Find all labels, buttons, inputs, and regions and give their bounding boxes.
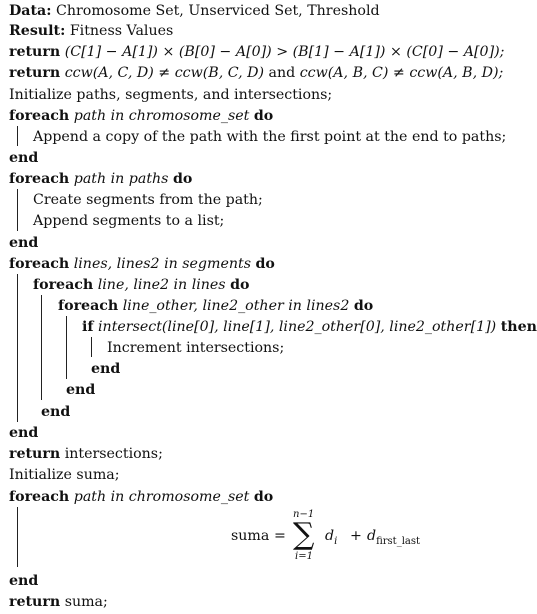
init-suma-line [9, 464, 120, 486]
do-keyword: do [353, 298, 374, 314]
end-keyword: end [9, 150, 39, 166]
foreach-keyword: foreach [58, 298, 119, 314]
then-keyword: then [500, 319, 537, 335]
sum-symbol: ∑ [293, 517, 315, 552]
do-keyword: do [253, 108, 274, 124]
foreach-lines-line [33, 274, 250, 296]
block-rule [17, 274, 18, 422]
block-rule [17, 126, 18, 146]
end-line [9, 422, 38, 444]
return-keyword: return [9, 446, 61, 462]
loop-variable: path in paths [73, 171, 169, 187]
return-intersections-line [9, 443, 163, 465]
result-value: Fitness Values [69, 23, 174, 39]
formula-equals: = [274, 528, 286, 544]
do-keyword: do [255, 256, 275, 272]
return-intersections-text: intersections; [64, 446, 163, 462]
return-keyword: return [9, 44, 61, 60]
end-keyword: end [41, 404, 71, 420]
foreach-keyword: foreach [9, 489, 70, 505]
end-line [9, 147, 38, 169]
data-value: Chromosome Set, Unserviced Set, Threshold [56, 3, 380, 19]
loop-variable: lines, lines2 in segments [73, 256, 251, 272]
block-rule [41, 295, 42, 400]
return-intersect-line [9, 62, 503, 84]
end-keyword: end [9, 425, 39, 441]
block-rule [66, 316, 67, 379]
if-condition: intersect(line[0], line[1], line2_other[0], line2_other[1]) [98, 319, 497, 335]
end-line [91, 358, 120, 380]
loop-variable: line, line2 in lines [97, 277, 226, 293]
block-rule [91, 337, 92, 357]
formula-term-dfirstlast: $d_{first\_last}$ [367, 528, 421, 547]
foreach-segments-line [9, 253, 275, 275]
data-line [9, 0, 380, 22]
loop2-body-line-1 [33, 189, 263, 211]
return-keyword: return [9, 594, 61, 610]
result-label: Result: [9, 23, 66, 39]
loop2-body-text-1: Create segments from the path; [33, 192, 263, 208]
formula-term-d-sub: i [334, 535, 338, 547]
loop-variable: line_other, line2_other in lines2 [122, 298, 350, 314]
do-keyword: do [172, 171, 193, 187]
loop-variable: path in chromosome_set [73, 489, 250, 505]
end-line [9, 232, 38, 254]
suma-formula [231, 509, 471, 565]
return-keyword: return [9, 65, 61, 81]
sum-lower-limit: i=1 [295, 551, 313, 562]
end-keyword: end [66, 382, 96, 398]
block-rule [17, 507, 18, 567]
end-line [66, 379, 95, 401]
foreach-keyword: foreach [9, 171, 70, 187]
end-keyword: end [9, 235, 39, 251]
do-keyword: do [253, 489, 274, 505]
loop2-body-line-2 [33, 210, 224, 232]
data-label: Data: [9, 3, 52, 19]
loop-variable: path in chromosome_set [73, 108, 250, 124]
return-suma-line [9, 591, 108, 613]
foreach-lines2-line [58, 295, 373, 317]
loop1-body-line [33, 126, 506, 148]
if-body-line [107, 337, 284, 359]
init-paths-line [9, 84, 332, 106]
foreach-keyword: foreach [9, 108, 70, 124]
if-line [82, 316, 537, 338]
return-ccw-line [9, 41, 504, 63]
return-suma-text: suma; [64, 594, 108, 610]
do-keyword: do [230, 277, 250, 293]
end-keyword: end [9, 573, 39, 589]
if-keyword: if [82, 319, 94, 335]
block-rule [17, 189, 18, 231]
foreach-suma-line [9, 486, 273, 508]
end-line [41, 401, 70, 423]
foreach-keyword: foreach [33, 277, 94, 293]
foreach-paths-line [9, 168, 192, 190]
loop2-body-text-2: Append segments to a list; [33, 213, 225, 229]
init-paths-text: Initialize paths, segments, and intersections; [9, 87, 333, 103]
intersect-expression-left: ccw(A, C, D) ≠ ccw(B, C, D) [64, 65, 265, 81]
foreach-chromosome-line [9, 105, 273, 127]
and-keyword: and [268, 65, 296, 81]
result-line [9, 20, 173, 42]
foreach-keyword: foreach [9, 256, 70, 272]
ccw-expression: (C[1] − A[1]) × (B[0] − A[0]) > (B[1] − A[1]) × (C[0] − A[0]); [64, 44, 505, 60]
formula-plus: + [350, 528, 362, 544]
sum-upper-limit: n−1 [293, 509, 315, 520]
formula-lhs: suma [231, 528, 270, 544]
loop1-body-text: Append a copy of the path with the first point at the end to paths; [33, 129, 507, 145]
init-suma-text: Initialize suma; [9, 467, 120, 483]
intersect-expression-right: ccw(A, B, C) ≠ ccw(A, B, D); [299, 65, 504, 81]
formula-term-dfirstlast-sub: first_last [376, 535, 421, 547]
end-line [9, 570, 38, 592]
formula-term-d: $d_i$ [325, 528, 338, 547]
if-body-text: Increment intersections; [107, 340, 285, 356]
end-keyword: end [91, 361, 121, 377]
